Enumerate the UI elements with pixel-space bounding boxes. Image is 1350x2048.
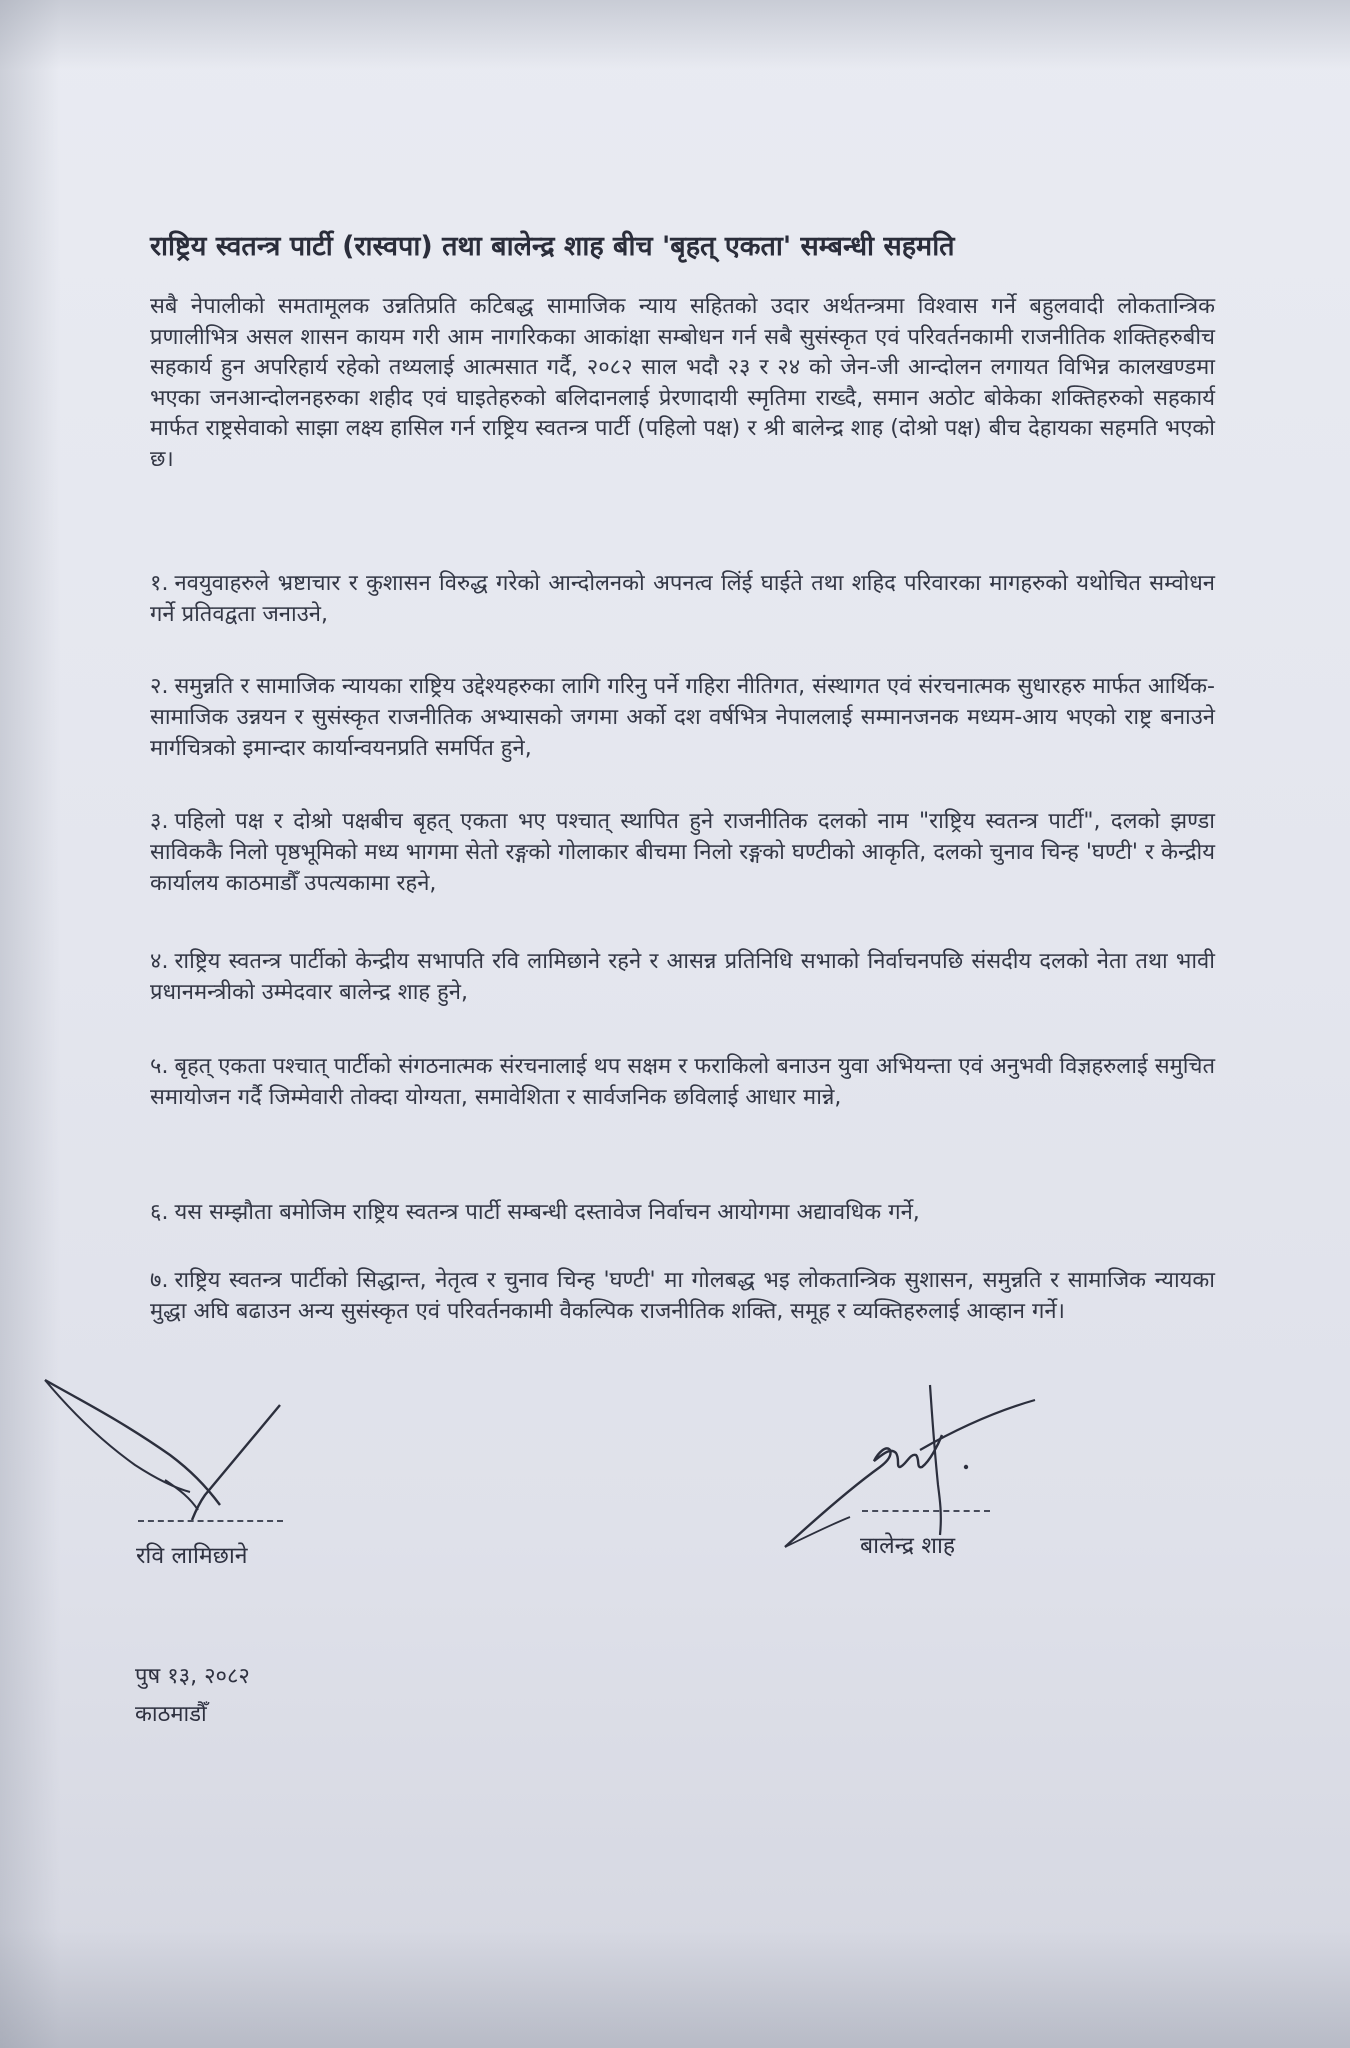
left-signatory-name: रवि लामिछाने [136,1543,248,1569]
intro-paragraph: सबै नेपालीको समतामूलक उन्नतिप्रति कटिबद्ध सामाजिक न्याय सहितको उदार अर्थतन्त्रमा विश्वास गर्ने बहुलवादी लोकतान्त्रिक प्रणालीभित्र असल शासन कायम गरी आम नागरिकका आकांक्षा सम्बोधन गर्न सबै सुसंस्कृत एवं परिवर्तनकामी राजनीतिक शक्तिहरुबीच सहकार्य हुन अपरिहार्य रहेको तथ्यलाई आत्मसात गर्दै, २०८२ साल भदौ २३ र २४ को जेन-जी आन्दोलन लगायत विभिन्न कालखण्डमा भएका जनआन्दोलनहरुका शहीद एवं घाइतेहरुको बलिदानलाई प्रेरणादायी स्मृतिमा राख्दै, समान अठोट बोकेका शक्तिहरुको सहकार्य मार्फत राष्ट्रसेवाको साझा लक्ष्य हासिल गर्न राष्ट्रिय स्वतन्त्र पार्टी (पहिलो पक्ष) र श्री बालेन्द्र शाह (दोश्रो पक्ष) बीच देहायका सहमति भएको छ। [150,294,1215,472]
photo-shadow-top [0,0,1350,70]
clause-text: नवयुवाहरुले भ्रष्टाचार र कुशासन विरुद्ध गरेको आन्दोलनको अपनत्व लिंई घाईते तथा शहिद परिवारका मागहरुको यथोचित सम्वोधन गर्ने प्रतिवद्वता जनाउने, [150,571,1215,627]
clause-text: यस सम्झौता बमोजिम राष्ट्रिय स्वतन्त्र पार्टी सम्बन्धी दस्तावेज निर्वाचन आयोगमा अद्यावधिक गर्ने, [174,1200,920,1225]
left-signature-line [138,1520,283,1522]
document-date: पुष १३, २०८२ [135,1664,250,1689]
clause-text: पहिलो पक्ष र दोश्रो पक्षबीच बृहत् एकता भए पश्चात् स्थापित हुने राजनीतिक दलको नाम "राष्ट्रिय स्वतन्त्र पार्टी", दलको झण्डा साविककै निलो पृष्ठभूमिको मध्य भागमा सेतो रङ्गको गोलाकार बीचमा निलो रङ्गको घण्टीको आकृति, दलको चुनाव चिन्ह 'घण्टी' र केन्द्रीय कार्यालय काठमाडौँ उपत्यकामा रहने, [150,809,1215,896]
clause-text: राष्ट्रिय स्वतन्त्र पार्टीको सिद्धान्त, नेतृत्व र चुनाव चिन्ह 'घण्टी' मा गोलबद्ध भइ लोकतान्त्रिक सुशासन, समुन्नति र सामाजिक न्यायका मुद्धा अघि बढाउन अन्य सुसंस्कृत एवं परिवर्तनकामी वैकल्पिक राजनीतिक शक्ति, समूह र व्यक्तिहरुलाई आव्हान गर्ने। [150,1268,1215,1324]
clause-3 [150,806,1215,899]
right-signature-line [862,1510,990,1512]
clause-number: ३. [150,809,169,834]
clause-5 [150,1051,1215,1113]
left-signature [40,1370,300,1530]
clause-7 [150,1265,1215,1327]
document-title: राष्ट्रिय स्वतन्त्र पार्टी (रास्वपा) तथा बालेन्द्र शाह बीच 'बृहत् एकता' सम्बन्धी सहमति [150,231,955,262]
clause-number: १. [150,571,169,596]
clause-number: ६. [150,1200,169,1225]
clause-2 [150,671,1215,764]
clause-4 [150,946,1215,1008]
clause-number: ५. [150,1054,169,1079]
clause-text: बृहत् एकता पश्चात् पार्टीको संगठनात्मक संरचनालाई थप सक्षम र फराकिलो बनाउन युवा अभियन्ता एवं अनुभवी विज्ञहरुलाई समुचित समायोजन गर्दै जिम्मेवारी तोक्दा योग्यता, समावेशिता र सार्वजनिक छविलाई आधार मान्ने, [150,1054,1215,1110]
document-place: काठमाडौँ [135,1702,207,1727]
clause-text: समुन्नति र सामाजिक न्यायका राष्ट्रिय उद्देश्यहरुका लागि गरिनु पर्ने गहिरा नीतिगत, संस्थागत एवं संरचनात्मक सुधारहरु मार्फत आर्थिक-सामाजिक उन्नयन र सुसंस्कृत राजनीतिक अभ्यासको जगमा अर्को दश वर्षभित्र नेपाललाई सम्मानजनक मध्यम-आय भएको राष्ट्र बनाउने मार्गचित्रको इमान्दार कार्यान्वयनप्रति समर्पित हुने, [150,674,1215,761]
photo-shadow-bottom [0,1928,1350,2048]
clause-number: ७. [150,1268,169,1293]
right-signatory-name: बालेन्द्र शाह [860,1533,956,1559]
clause-6 [150,1197,1215,1228]
clause-number: २. [150,674,169,699]
clause-number: ४. [150,949,169,974]
photo-shadow-left [0,0,60,2048]
clause-1 [150,568,1215,630]
clause-text: राष्ट्रिय स्वतन्त्र पार्टीको केन्द्रीय सभापति रवि लामिछाने रहने र आसन्न प्रतिनिधि सभाको निर्वाचनपछि संसदीय दलको नेता तथा भावी प्रधानमन्त्रीको उम्मेदवार बालेन्द्र शाह हुने, [150,949,1215,1005]
